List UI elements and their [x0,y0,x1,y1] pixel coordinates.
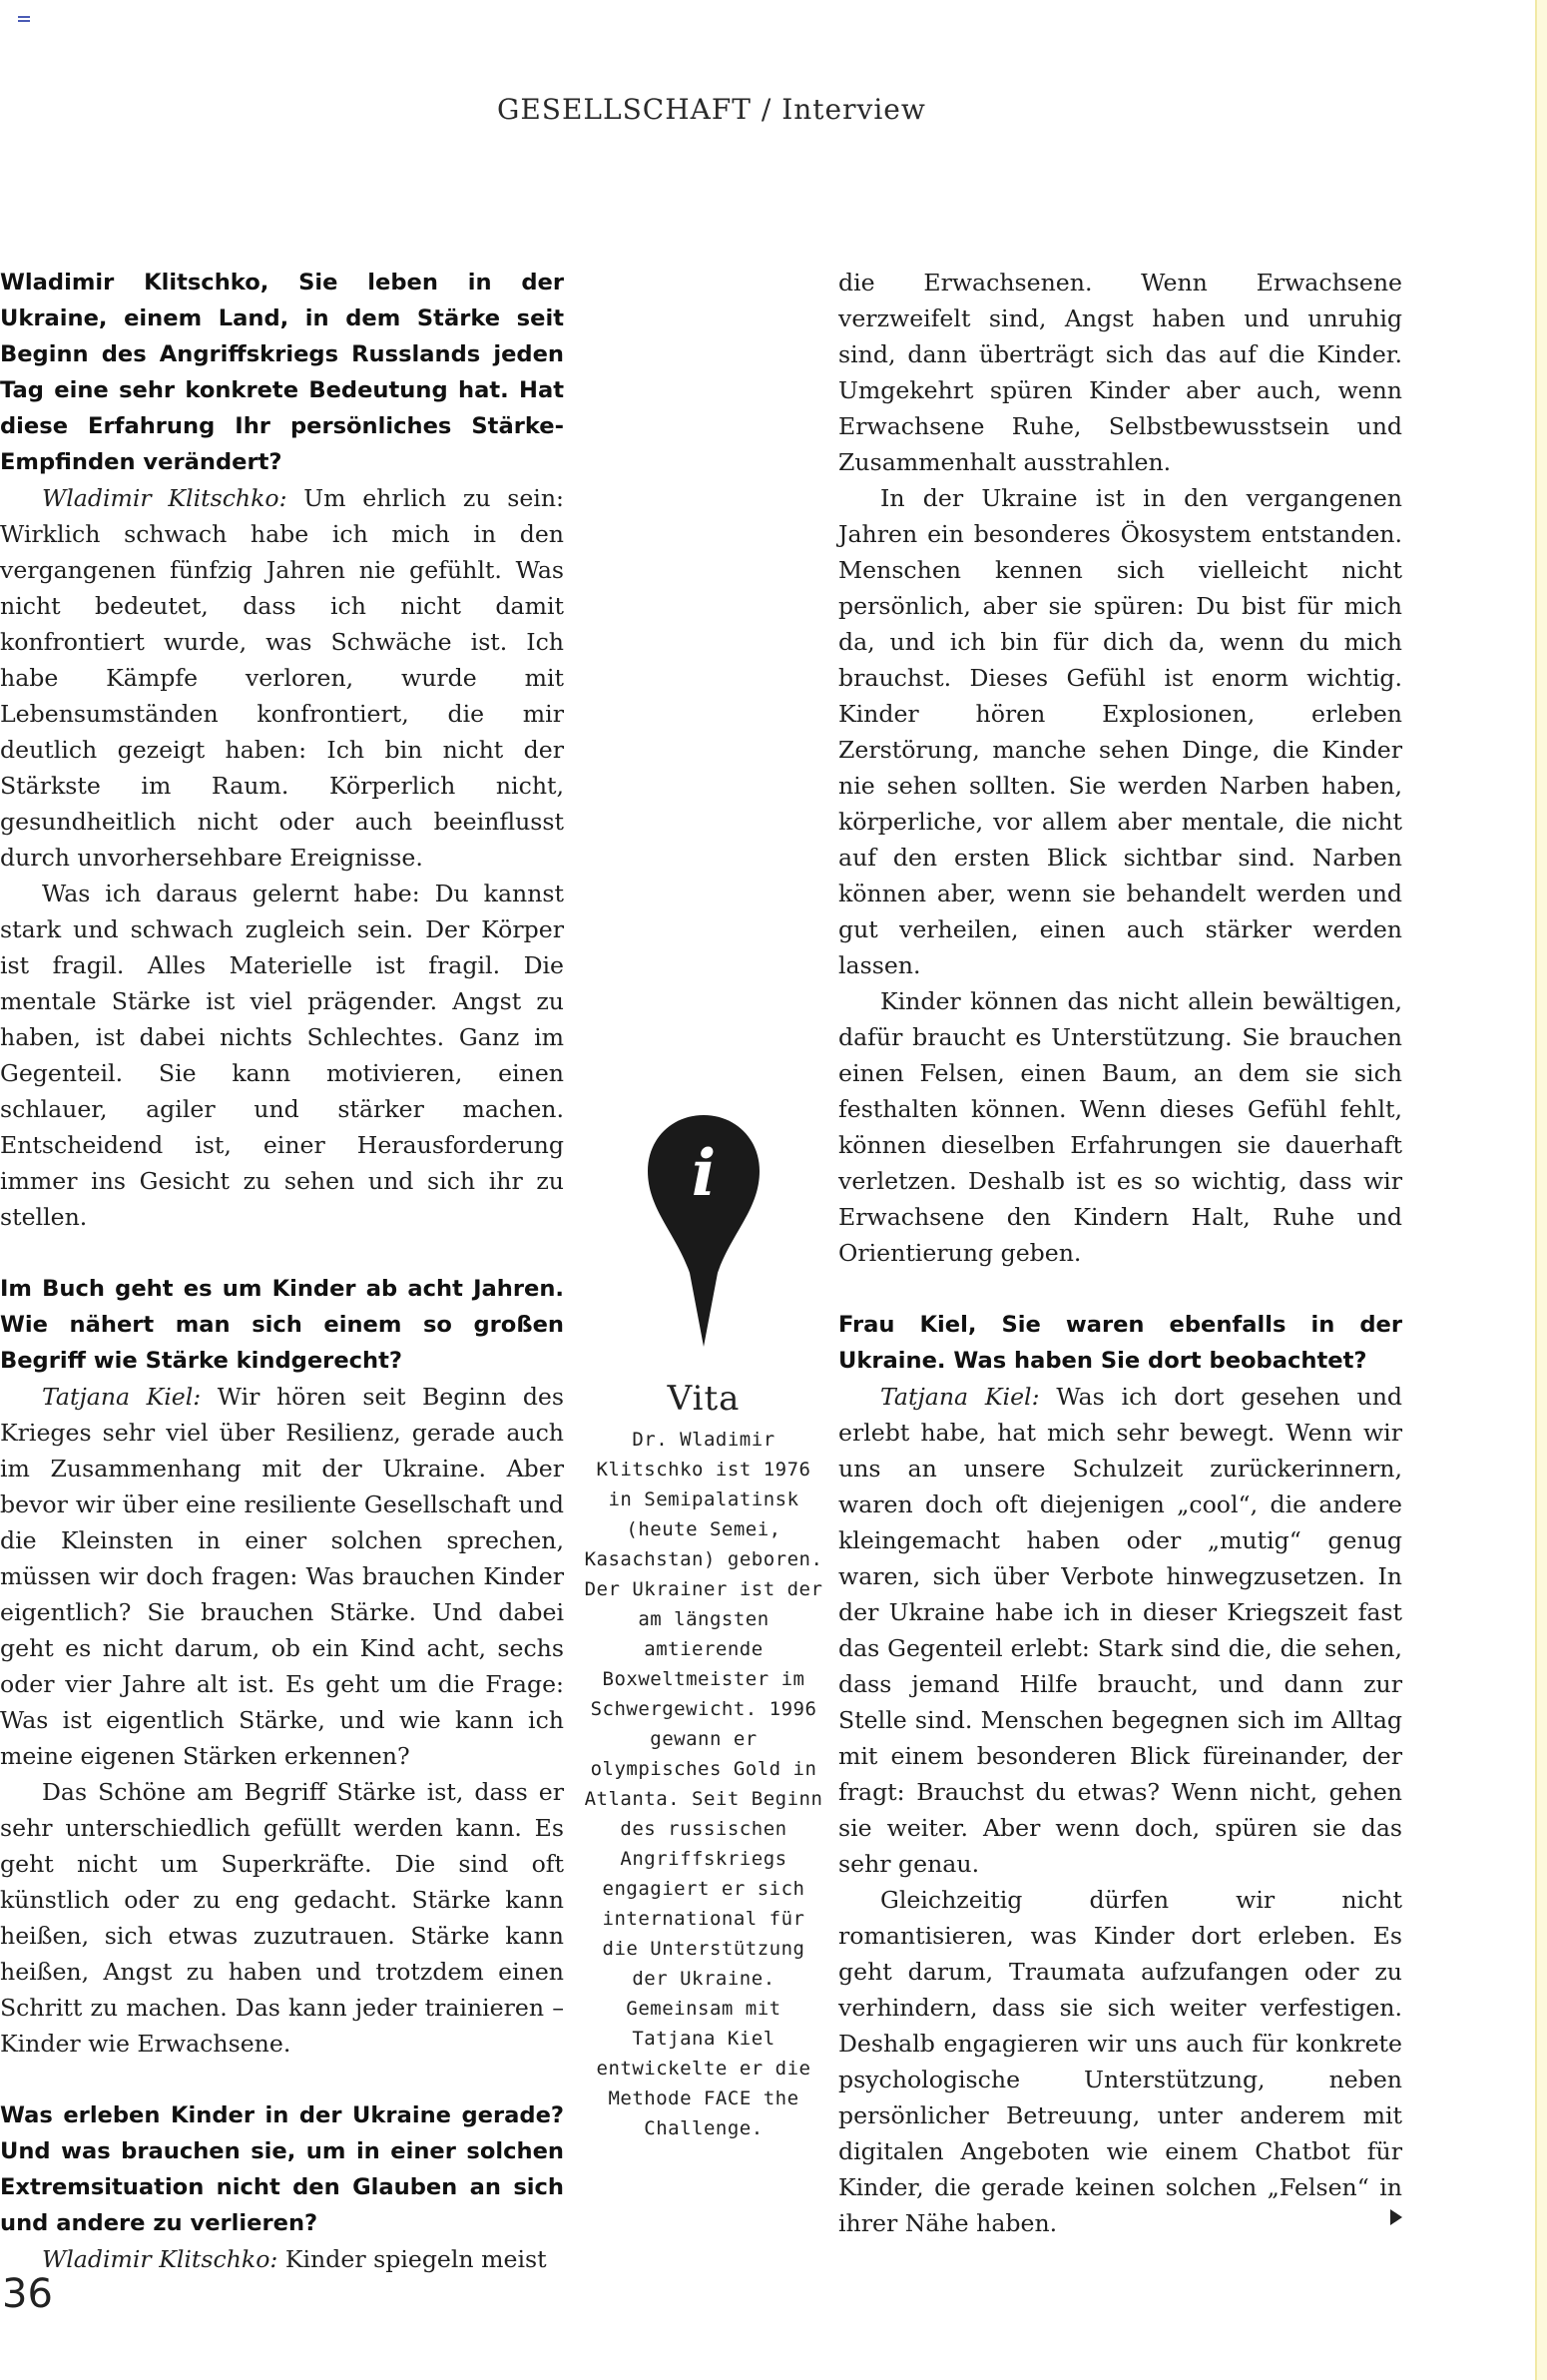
speaker-label: Wladimir Klitschko: [42,2245,278,2273]
question-4: Frau Kiel, Sie waren ebenfalls in der Ukraine. Was haben Sie dort beobachtet? [838,1312,1402,1374]
answer-2 [0,1379,564,1774]
continue-arrow-icon[interactable] [1390,2209,1402,2225]
answer-text: Kinder spiegeln meist [277,2245,547,2273]
answer-4 [838,1379,1402,1882]
answer-text: Wir hören seit Beginn des Krieges sehr viel über Resilienz, gerade auch im Zusammenhang mit der Ukraine. Aber bevor wir über eine resiliente Gesellschaft und die Kleinsten in einer solchen sprechen, müssen wir doch fragen: Was brauchen Kinder eigentlich? Sie brauchen Stärke. Und dabei geht es nicht darum, ob ein Kind acht, sechs oder vier Jahre alt ist. Es geht um die Frage: Was ist eigentlich Stärke, und wie kann ich meine eigenen Stärken erkennen? [0,1383,565,1770]
vita-box [584,1113,823,2143]
question-1: Wladimir Klitschko, Sie leben in der Ukraine, einem Land, in dem Stärke seit Beginn des Angriffskriegs Russlands jeden Tag eine sehr konkrete Bedeutung hat. Hat diese Erfahrung Ihr persönliches Stärke-Empfinden verändert? [0,270,564,475]
question-2: Im Buch geht es um Kinder ab acht Jahren. Wie nähert man sich einem so großen Begriff wie Stärke kindgerecht? [0,1276,564,1374]
right-paragraph-5 [838,1882,1402,2241]
answer-text: Um ehrlich zu sein: Wirklich schwach habe ich mich in den vergangenen fünfzig Jahren nie gefühlt. Was nicht bedeutet, dass ich nicht damit konfrontiert wurde, was Schwäche ist. Ich habe Kämpfe verloren, wurde mit Lebensumständen konfrontiert, die mir deutlich gezeigt haben: Ich bin nicht der Stärkste im Raum. Körperlich nicht, gesundheitlich nicht oder auch beeinflusst durch unvorhersehbare Ereignisse. [0,484,564,872]
answer-3 [0,2241,564,2277]
page-number: 36 [2,2271,53,2317]
menu-lines-icon[interactable] [18,16,30,24]
answer-1 [0,480,564,876]
info-pin-icon [646,1113,762,1349]
answer-2-paragraph-2: Das Schöne am Begriff Stärke ist, dass er sehr unterschiedlich gefüllt werden kann. Es geht nicht um Superkräfte. Die sind oft künstlich oder zu eng gedacht. Stärke kann heißen, sich etwas zuzutrauen. Stärke kann heißen, Angst zu haben und trotzdem einen Schritt zu machen. Das kann jeder trainieren – Kinder wie Erwachsene. [0,1778,564,2058]
section-header: GESELLSCHAFT / Interview [497,93,926,126]
pin-letter: i [691,1136,717,1211]
right-column [838,265,1402,2241]
answer-1-paragraph-2: Was ich daraus gelernt habe: Du kannst stark und schwach zugleich sein. Der Körper ist fragil. Alles Materielle ist fragil. Die mentale Stärke ist viel prägender. Angst zu haben, ist dabei nichts Schlechtes. Ganz im Gegenteil. Sie kann motivieren, einen schlauer, agiler und stärker machen. Entscheidend ist, einer Herausforderung immer ins Gesicht zu sehen und sich ihr zu stellen. [0,880,564,1231]
paragraph-text: Gleichzeitig dürfen wir nicht romantisieren, was Kinder dort erleben. Es geht darum, Traumata aufzufangen oder zu verhindern, dass sie sich weiter verfestigen. Deshalb engagieren wir uns auch für konkrete psychologische Unterstützung, neben persönlicher Betreuung, unter anderem mit digitalen Angeboten wie einem Chatbot für Kinder, die gerade keinen solchen „Felsen“ in ihrer Nähe haben. [838,1886,1402,2237]
answer-text: Was ich dort gesehen und erlebt habe, hat mich sehr bewegt. Wenn wir uns an unsere Schulzeit zurückerinnern, waren doch oft diejenigen „cool“, die andere kleingemacht haben oder „mutig“ genug waren, sich über Verbote hinwegzusetzen. In der Ukraine habe ich in dieser Kriegszeit fast das Gegenteil erlebt: Stark sind die, die sehen, dass jemand Hilfe braucht, und dann zur Stelle sind. Menschen begegnen sich im Alltag mit einem besonderen Blick füreinander, der fragt: Brauchst du etwas? Wenn nicht, gehen sie weiter. Aber wenn doch, spüren sie das sehr genau. [838,1383,1402,1878]
left-column [0,265,564,2277]
right-paragraph-3: Kinder können das nicht allein bewältigen, dafür braucht es Unterstützung. Sie brauchen einen Felsen, einen Baum, an dem sie sich festhalten können. Wenn dieses Gefühl fehlt, können dieselben Erfahrungen sie dauerhaft verletzen. Deshalb ist es so wichtig, dass wir Erwachsene den Kindern Halt, Ruhe und Orientierung geben. [838,987,1402,1267]
right-paragraph-2: In der Ukraine ist in den vergangenen Jahren ein besonderes Ökosystem entstanden. Menschen kennen sich vielleicht nicht persönlich, aber sie spüren: Du bist für mich da, und ich bin für dich da, wenn du mich brauchst. Dieses Gefühl ist enorm wichtig. Kinder hören Explosionen, erleben Zerstörung, manche sehen Dinge, die Kinder nie sehen sollten. Sie werden Narben haben, körperliche, vor allem aber mentale, die nicht auf den ersten Blick sichtbar sind. Narben können aber, wenn sie behandelt werden und gut verheilen, einen auch stärker werden lassen. [838,484,1402,979]
vita-title: Vita [667,1379,741,1419]
speaker-label: Tatjana Kiel: [880,1383,1040,1411]
question-3: Was erleben Kinder in der Ukraine gerade? Und was brauchen sie, um in einer solchen Extremsituation nicht den Glauben an sich und andere zu verlieren? [0,2102,564,2236]
right-paragraph-1: die Erwachsenen. Wenn Erwachsene verzweifelt sind, Angst haben und unruhig sind, dann überträgt sich das auf die Kinder. Umgekehrt spüren Kinder aber auch, wenn Erwachsene Ruhe, Selbstbewusstsein und Zusammenhalt ausstrahlen. [838,269,1402,476]
speaker-label: Tatjana Kiel: [42,1383,202,1411]
page-edge [1535,0,1547,2380]
speaker-label: Wladimir Klitschko: [42,484,287,512]
vita-text: Dr. Wladimir Klitschko ist 1976 in Semipalatinsk (heute Semei, Kasachstan) geboren. Der Ukrainer ist der am längsten amtierende Boxweltmeister im Schwergewicht. 1996 gewann er olympisches Gold in Atlanta. Seit Beginn des russischen Angriffskriegs engagiert er sich international für die Unterstützung der Ukraine. Gemeinsam mit Tatjana Kiel entwickelte er die Methode FACE the Challenge. [584,1429,823,2139]
